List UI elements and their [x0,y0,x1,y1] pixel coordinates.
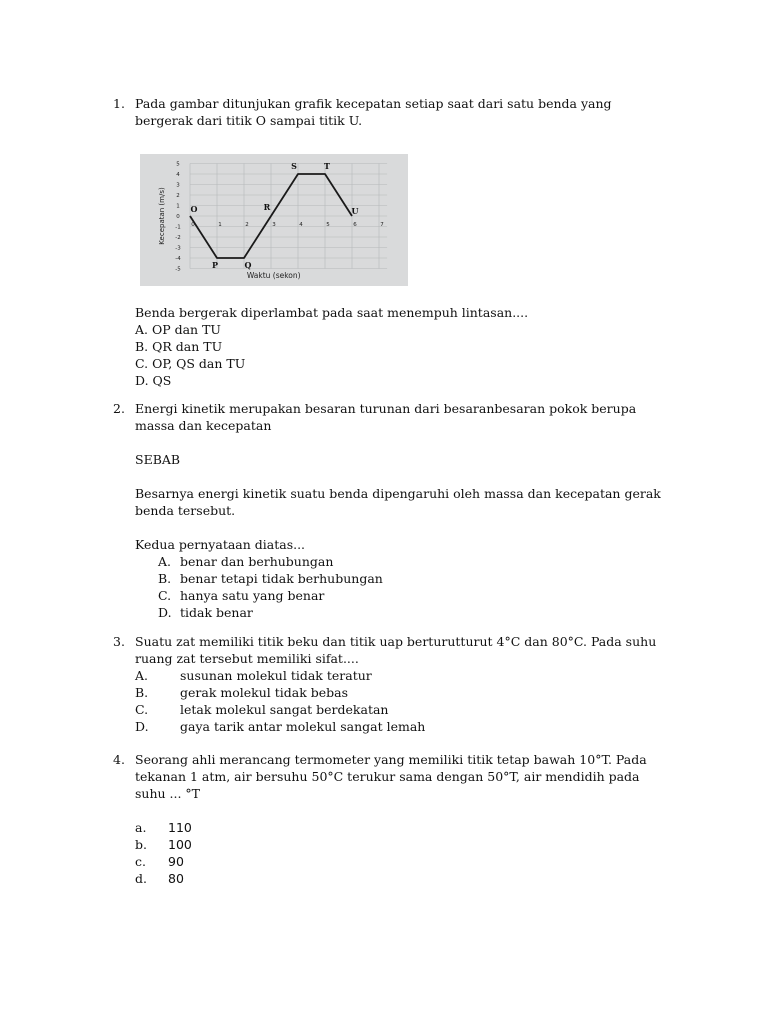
question-text: Suatu zat memiliki titik beku dan titik uap berturutturut 4°C dan 80°C. Pada suhu ruang zat tersebut memiliki sifat.... [135,634,657,666]
y-tick-label: -4 [175,256,181,262]
x-tick-label: 4 [299,222,303,228]
option-list [135,667,673,735]
x-tick-label: 0 [191,222,195,228]
point-label-q: Q [244,260,252,270]
x-tick-label: 3 [272,222,276,228]
question-prompt: Kedua pernyataan diatas... [135,537,306,552]
question-number: 3. [113,634,125,649]
point-label-u: U [351,206,359,216]
y-tick-label: -3 [175,245,181,252]
option-a[interactable]: A. benar dan berhubungan [158,554,334,569]
option-list [135,321,673,389]
option-list [158,553,673,621]
y-tick-label: -5 [175,266,181,273]
option-d[interactable]: D. tidak benar [158,605,253,620]
point-label-t: T [324,161,330,171]
question-number: 4. [113,752,125,767]
connector-text: SEBAB [135,452,181,467]
y-tick-label: 4 [176,172,180,178]
y-tick-label: 1 [176,203,180,210]
y-tick-label: 2 [176,193,180,199]
question-number: 1. [113,96,125,111]
statement-text: Energi kinetik merupakan besaran turunan dari besaranbesaran pokok berupa massa dan kecepatan [135,401,637,433]
option-b[interactable]: B. gerak molekul tidak bebas [135,685,349,700]
y-tick-label: 0 [176,214,180,220]
velocity-time-graph [140,154,408,286]
option-list [135,819,673,887]
question-prompt: Benda bergerak diperlambat pada saat menempuh lintasan.... [135,305,529,320]
option-b[interactable]: B. benar tetapi tidak berhubungan [158,571,383,586]
question-4 [113,751,673,887]
question-2 [113,400,673,621]
point-label-p: P [211,260,219,270]
question-text: Seorang ahli merancang termometer yang memiliki titik tetap bawah 10°T. Pada tekanan 1 atm, air bersuhu 50°C terukur sama dengan 50°T, air mendidih pada suhu ... °T [135,752,647,801]
x-axis-label: Waktu (sekon) [246,271,301,280]
option-c[interactable]: c. 90 [135,854,184,869]
option-d[interactable]: D. QS [135,373,172,388]
y-tick-label: 5 [176,161,180,168]
option-b[interactable]: b. 100 [135,837,192,852]
point-label-r: R [263,202,271,212]
option-c[interactable]: C. hanya satu yang benar [158,588,325,603]
y-tick-label: -2 [175,235,181,241]
option-d[interactable]: d. 80 [135,871,184,886]
option-d[interactable]: D. gaya tarik antar molekul sangat lemah [135,719,426,734]
y-tick-label: -1 [175,224,181,231]
x-tick-label: 2 [245,222,249,228]
point-label-s: S [291,161,297,171]
question-1-prompt-block [113,304,673,389]
x-tick-label: 6 [353,222,357,228]
option-a[interactable]: A. susunan molekul tidak teratur [135,668,372,683]
option-b[interactable]: B. QR dan TU [135,339,223,354]
graph-svg [140,154,408,286]
option-a[interactable]: a. 110 [135,820,192,835]
reason-text: Besarnya energi kinetik suatu benda dipengaruhi oleh massa dan kecepatan gerak benda tersebut. [135,486,661,518]
question-text: Pada gambar ditunjukan grafik kecepatan setiap saat dari satu benda yang bergerak dari titik O sampai titik U. [135,96,612,128]
option-c[interactable]: C. letak molekul sangat berdekatan [135,702,389,717]
question-number: 2. [113,401,125,416]
point-label-o: O [190,204,198,214]
question-1 [113,95,673,129]
x-tick-label: 7 [380,222,384,228]
option-c[interactable]: C. OP, QS dan TU [135,356,246,371]
x-tick-label: 5 [326,222,330,228]
option-a[interactable]: A. OP dan TU [135,322,221,337]
y-axis-label: Kecepatan (m/s) [158,187,166,245]
y-tick-label: 3 [176,182,180,189]
x-tick-label: 1 [218,222,222,228]
question-3 [113,633,673,735]
